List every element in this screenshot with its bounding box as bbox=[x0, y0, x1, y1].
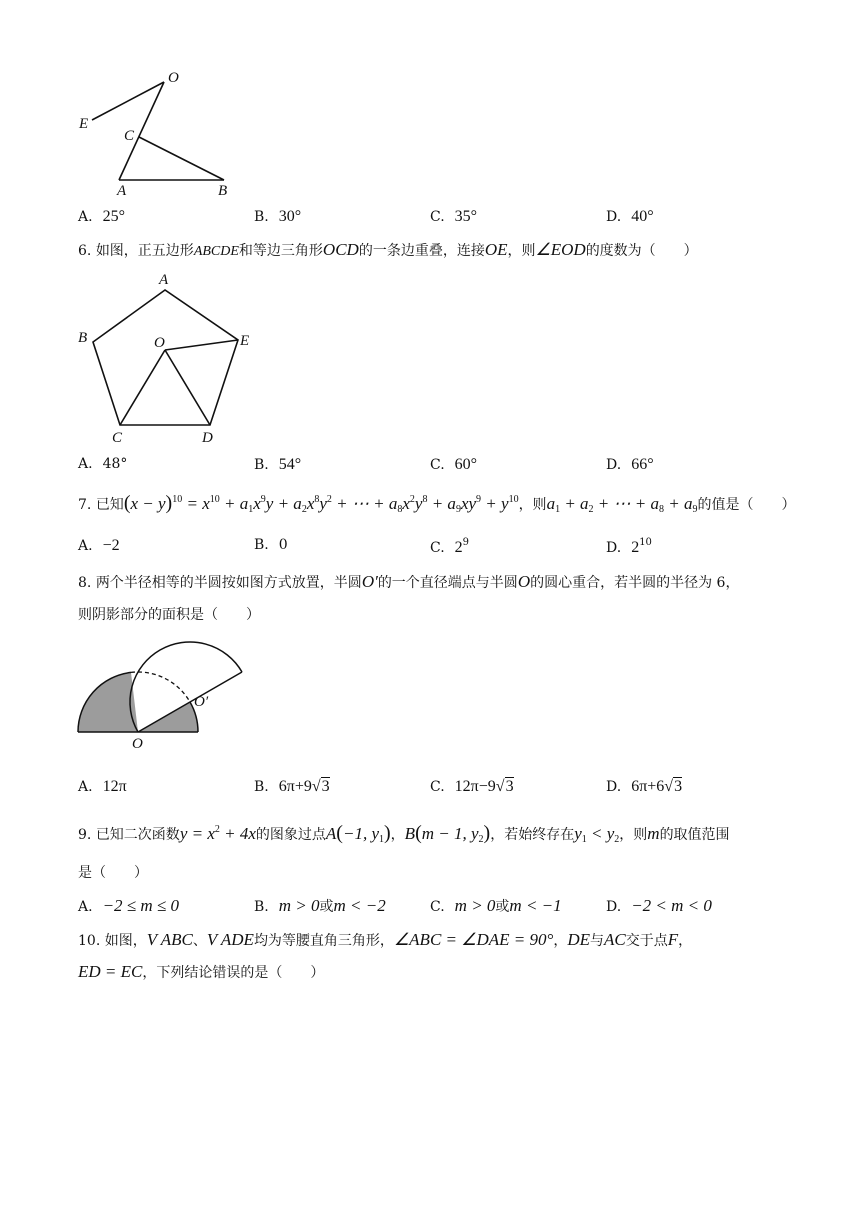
q8-options bbox=[78, 778, 798, 800]
label-O-prime: O′ bbox=[194, 694, 209, 710]
q5-option-a: A. 25° bbox=[78, 208, 125, 225]
q6-option-d: D. 66° bbox=[606, 456, 654, 473]
label-E: E bbox=[240, 333, 250, 349]
q7-stem: 7. 已知$(x - y)^{10} = x^{10} + a_1x^9y + a_2x^8y^2$ + ⋯ + $a_8x^2y^8 + a_9xy^9 + y^{10}$，则$a_1 + a_2$ + ⋯ + $a_8 + a_9$的值是（ ） bbox=[78, 492, 796, 515]
q9-point-a: A(−1, $y_1$) bbox=[325, 822, 391, 845]
label-B: B bbox=[218, 183, 228, 198]
q5-option-b: B. 30° bbox=[254, 208, 302, 225]
q7-option-a: A. −2 bbox=[78, 537, 120, 554]
q7-expansion: $(x - y)^{10} = x^{10} + a_1x^9y + a_2x^8y^2$ + ⋯ + $a_8x^2y^8 + a_9xy^9 + y^{10}$ bbox=[123, 492, 519, 515]
label-O: O bbox=[154, 335, 165, 351]
q9-option-a: A. −2 ≤ m ≤ 0 bbox=[78, 896, 179, 915]
q6-options bbox=[78, 456, 798, 478]
label-O: O bbox=[168, 70, 179, 86]
label-A: A bbox=[117, 183, 127, 198]
q9-option-c: C. m > 0或m < −1 bbox=[430, 896, 562, 915]
q6-option-a: A. 48° bbox=[78, 456, 128, 472]
q7-option-d: D. $2^{10}$ bbox=[606, 537, 652, 556]
q8-stem-line2: 则阴影部分的面积是（ ） bbox=[78, 607, 260, 623]
q9-stem: 9. 已知二次函数$y = x^2 + 4x$的图象过点A(−1, $y_1$)，B(m − 1, $y_2$)，若始终存在$y_1 < y_2$，则m的取值范围 bbox=[78, 822, 730, 845]
q9-options bbox=[78, 896, 798, 918]
label-A: A bbox=[159, 272, 169, 288]
q7-sum: $a_1 + a_2$ + ⋯ + $a_8 + a_9$ bbox=[546, 494, 698, 515]
q10-stem: 10. 如图，V ABC、V ADE均为等腰直角三角形，∠ABC = ∠DAE = 90°，DE与AC交于点F， bbox=[78, 930, 693, 949]
q7-options bbox=[78, 537, 798, 559]
q7-option-c: C. $2^9$ bbox=[430, 537, 470, 556]
q6-stem: 6. 如图，正五边形ABCDE和等边三角形OCD的一条边重叠，连接OE，则∠EOD的度数为（ ） bbox=[78, 240, 698, 259]
label-B: B bbox=[78, 330, 88, 346]
figure-q5 bbox=[74, 64, 244, 198]
label-C: C bbox=[112, 430, 123, 446]
q5-option-c: C. 35° bbox=[430, 208, 478, 225]
q10-stem-line2: ED = EC，下列结论错误的是（ ） bbox=[78, 962, 325, 981]
q8-stem: 8. 两个半径相等的半圆按如图方式放置，半圆O′的一个直径端点与半圆O的圆心重合，若半圆的半径为 6， bbox=[78, 572, 740, 591]
label-D: D bbox=[202, 430, 213, 446]
figure-q8-semicircles bbox=[74, 630, 254, 754]
q6-option-b: B. 54° bbox=[254, 456, 302, 473]
label-E: E bbox=[79, 116, 89, 132]
q9-point-b: B(m − 1, $y_2$) bbox=[404, 822, 491, 845]
q9-option-d: D. −2 < m < 0 bbox=[606, 896, 712, 915]
figure-q6-pentagon bbox=[74, 268, 264, 448]
q8-option-a: A. 12π bbox=[78, 778, 127, 795]
q7-option-b: B. 0 bbox=[254, 537, 288, 553]
q9-option-b: B. m > 0或m < −2 bbox=[254, 896, 386, 915]
q9-stem-line2: 是（ ） bbox=[78, 865, 148, 881]
q8-option-b: B. 6π+9√3 bbox=[254, 778, 330, 795]
q5-option-d: D. 40° bbox=[606, 208, 654, 225]
label-C: C bbox=[124, 128, 135, 144]
q8-option-d: D. 6π+6√3 bbox=[606, 778, 683, 795]
q5-options bbox=[78, 208, 798, 230]
q9-function: $y = x^2 + 4x$ bbox=[179, 824, 256, 843]
label-O: O bbox=[132, 736, 143, 752]
q8-option-c: C. 12π−9√3 bbox=[430, 778, 514, 795]
q6-option-c: C. 60° bbox=[430, 456, 478, 473]
q9-inequality: $y_1 < y_2$ bbox=[574, 824, 620, 845]
